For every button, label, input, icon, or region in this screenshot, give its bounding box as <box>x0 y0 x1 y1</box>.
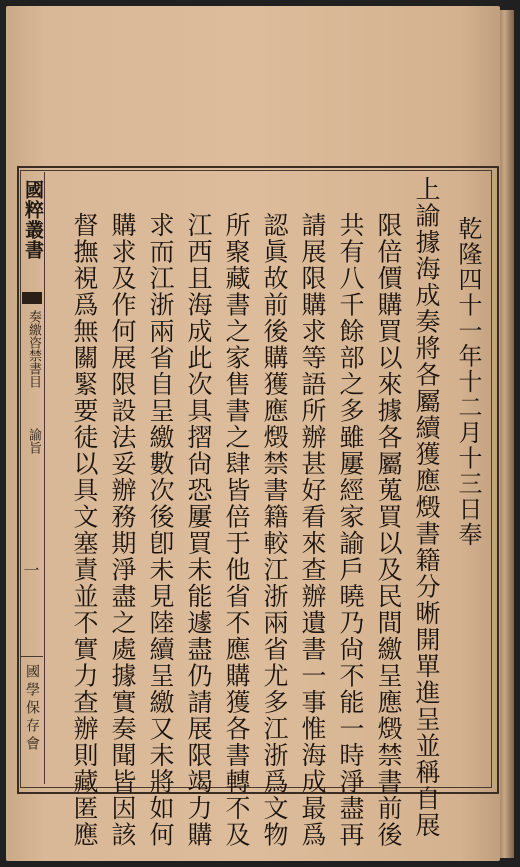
fishtail-mark <box>22 292 42 304</box>
text-column: 購求及作何展限設法妥辦務期淨盡之處據實奏聞皆因該 <box>108 212 137 848</box>
text-column: 共有八千餘部之多雖屢經家諭戶曉乃尙不能一時淨盡再 <box>336 212 365 848</box>
volume-title: 奏繳咨禁書目 <box>26 310 41 388</box>
text-column: 督撫視爲無關緊要徒以具文塞責並不實力查辦則藏匿應 <box>70 212 99 848</box>
text-column: 請展限購求等語所辦甚好看來查辦遺書一事惟海成最爲 <box>298 212 327 848</box>
text-column: 上諭據海成奏將各屬續獲應燬書籍分晰開單進呈並稱自展 <box>412 176 441 839</box>
text-column: 限倍價購買以來據各屬蒐買以及民間繳呈應燬禁書前後 <box>374 212 403 848</box>
page-number: 一 <box>21 562 40 578</box>
series-title: 國粹叢書 <box>22 180 44 260</box>
edict-date: 乾隆四十一年十二月十三日奉 <box>454 216 482 548</box>
publisher-name: 國學保存會 <box>24 664 40 754</box>
next-page-edge <box>498 10 514 858</box>
text-column: 江西且海成此次具摺尙恐屢買未能遽盡仍請展限竭力購 <box>184 212 213 848</box>
text-column: 認眞故前後購獲應燬禁書籍較江浙兩省尤多江浙爲文物 <box>260 212 289 848</box>
text-column: 求而江浙兩省自呈繳數次後卽未見陸續呈繳又未將如何 <box>146 212 175 848</box>
text-column: 所聚藏書之家售書之肆皆倍于他省不應購獲各書轉不及 <box>222 212 251 848</box>
section-title: 諭旨 <box>26 428 41 454</box>
edict-text <box>46 176 486 848</box>
